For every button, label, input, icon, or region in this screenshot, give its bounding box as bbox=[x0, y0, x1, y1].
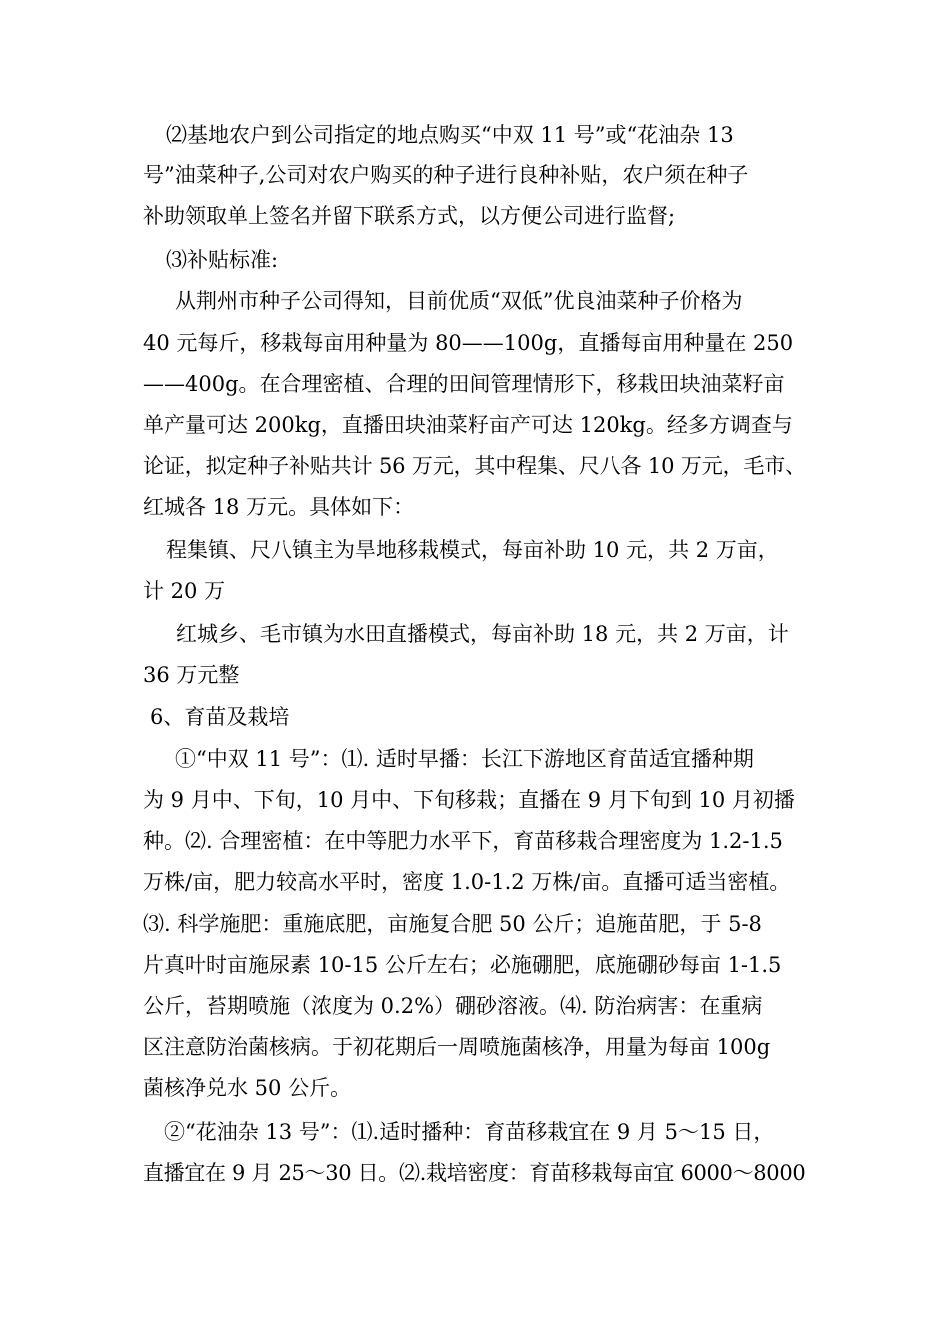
paragraph-line: 为 9 月中、下旬，10 月中、下旬移栽；直播在 9 月下旬到 10 月初播 bbox=[143, 788, 795, 812]
paragraph-line: 号”油菜种子,公司对农户购买的种子进行良种补贴，农户须在种子 bbox=[143, 163, 749, 187]
paragraph-line: 红城各 18 万元。具体如下： bbox=[143, 495, 415, 519]
paragraph-line: 40 元每斤，移栽每亩用种量为 80——100g，直播每亩用种量在 250 bbox=[143, 331, 794, 355]
paragraph-line: ⑵基地农户到公司指定的地点购买“中双 11 号”或“花油杂 13 bbox=[166, 123, 734, 147]
paragraph-line: ——400g。在合理密植、合理的田间管理情形下，移栽田块油菜籽亩 bbox=[143, 372, 785, 396]
paragraph-line: 计 20 万 bbox=[143, 579, 226, 603]
paragraph-line: 区注意防治菌核病。于初花期后一周喷施菌核净，用量为每亩 100g bbox=[143, 1035, 771, 1059]
paragraph-line: 公斤，苔期喷施（浓度为 0.2%）硼砂溶液。⑷. 防治病害：在重病 bbox=[143, 994, 763, 1018]
paragraph-line: ②“花油杂 13 号”：⑴.适时播种：育苗移栽宜在 9 月 5～15 日， bbox=[164, 1120, 775, 1144]
paragraph-line: 单产量可达 200kg，直播田块油菜籽亩产可达 120kg。经多方调查与 bbox=[143, 413, 793, 437]
paragraph-line: 种。⑵. 合理密植：在中等肥力水平下，育苗移栽合理密度为 1.2-1.5 bbox=[143, 829, 783, 853]
paragraph-line: 直播宜在 9 月 25～30 日。⑵.栽培密度：育苗移栽每亩宜 6000～8000 bbox=[143, 1161, 806, 1185]
paragraph-line: 片真叶时亩施尿素 10-15 公斤左右；必施硼肥，底施硼砂每亩 1-1.5 bbox=[143, 953, 782, 977]
paragraph-line: 补助领取单上签名并留下联系方式，以方便公司进行监督; bbox=[143, 204, 676, 228]
paragraph-line: 菌核净兑水 50 公斤。 bbox=[143, 1076, 352, 1100]
paragraph-line: 万株/亩，肥力较高水平时，密度 1.0-1.2 万株/亩。直播可适当密植。 bbox=[143, 870, 791, 894]
section-heading: 6、育苗及栽培 bbox=[150, 705, 290, 729]
paragraph-line: 从荆州市种子公司得知，目前优质“双低”优良油菜种子价格为 bbox=[175, 289, 743, 313]
paragraph-line: ①“中双 11 号”：⑴. 适时早播：长江下游地区育苗适宜播种期 bbox=[175, 747, 754, 771]
paragraph-line: 红城乡、毛市镇为水田直播模式，每亩补助 18 元，共 2 万亩，计 bbox=[176, 622, 789, 646]
paragraph-line: ⑶. 科学施肥：重施底肥，亩施复合肥 50 公斤；追施苗肥，于 5-8 bbox=[143, 912, 762, 936]
paragraph-line: 36 万元整 bbox=[143, 663, 240, 687]
paragraph-line: 程集镇、尺八镇主为旱地移栽模式，每亩补助 10 元，共 2 万亩， bbox=[166, 538, 779, 562]
paragraph-line: ⑶补贴标准: bbox=[166, 248, 279, 272]
paragraph-line: 论证，拟定种子补贴共计 56 万元，其中程集、尺八各 10 万元，毛市、 bbox=[143, 454, 806, 478]
